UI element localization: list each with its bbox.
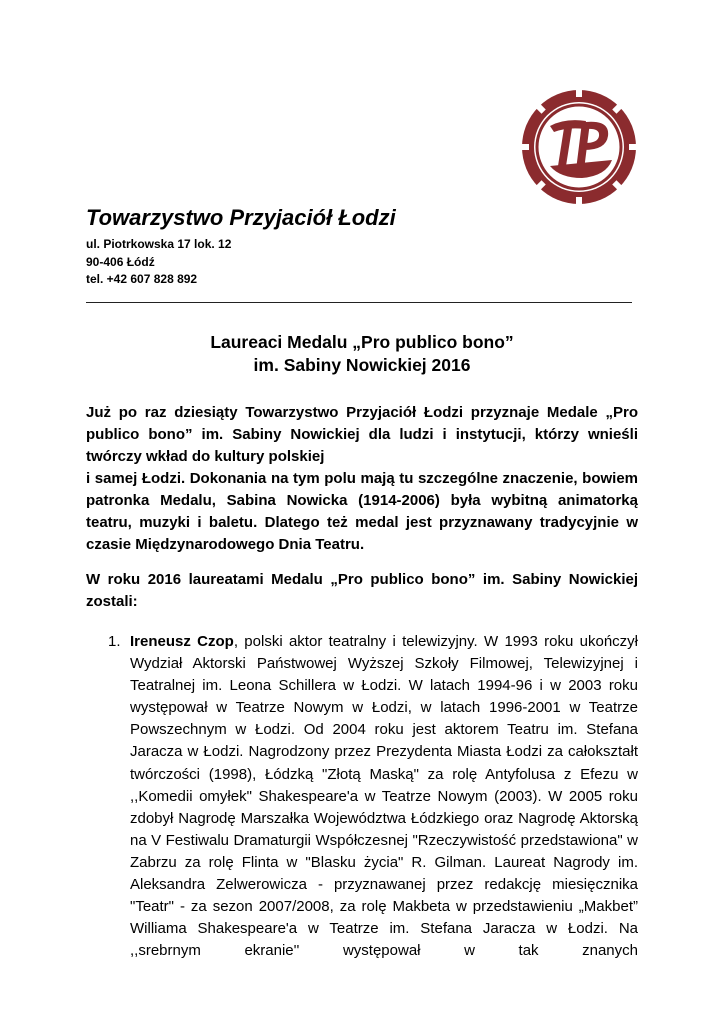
title-line-1: Laureaci Medalu „Pro publico bono” bbox=[210, 332, 514, 352]
laureates-intro: W roku 2016 laureatami Medalu „Pro publico bono” im. Sabiny Nowickiej zostali: bbox=[86, 571, 638, 610]
intro-paragraph-2: i samej Łodzi. Dokonania na tym polu mają tu szczególne znaczenie, bowiem patronka Medalu, Sabina Nowicka (1914-2006) była wybitną animatorką teatru, muzyki i baletu. Dlatego też medal jest przyznawany tradycyjnie w czasie Międzynarodowego Dnia Teatru. bbox=[86, 470, 638, 553]
organization-name: Towarzystwo Przyjaciół Łodzi bbox=[86, 205, 396, 230]
tpl-logo bbox=[520, 88, 638, 206]
laureate-name: Ireneusz Czop bbox=[130, 633, 234, 650]
document-title bbox=[86, 331, 638, 377]
intro-paragraph-1: Już po raz dziesiąty Towarzystwo Przyjaciół Łodzi przyznaje Medale „Pro publico bono” im. Sabiny Nowickiej dla ludzi i instytucji, którzy wnieśli twórczy wkład do kultury polskiej bbox=[86, 404, 638, 465]
laureate-bio: , polski aktor teatralny i telewizyjny. W 1993 roku ukończył Wydział Aktorski Państwowej Wyższej Szkoły Filmowej, Telewizyjnej i Teatralnej im. Leona Schillera w Łodzi. W latach 1994-96 i w 2003 roku występował w Teatrze Nowym w Łodzi, w latach 1996-2001 w Teatrze Powszechnym w Łodzi. Od 2004 roku jest aktorem Teatru im. Stefana Jaracza w Łodzi. Nagrodzony przez Prezydenta Miasta Łodzi za całokształt twórczości (1998), Łódzką "Złotą Maską" za rolę Antyfolusa z Efezu w ,,Komedii omyłek" Shakespeare'a w Teatrze Nowym (2003). W 2005 roku zdobył Nagrodę Marszałka Województwa Łódzkiego oraz Nagrodę Aktorską na V Festiwalu Dramaturgii Współczesnej "Rzeczywistość przedstawiona" w Zabrzu za rolę Flinta w "Blasku życia" R. Gilman. Laureat Nagrody im. Aleksandra Zelwerowicza - przyznawanej przez redakcję miesięcznika "Teatr" - za sezon 2007/2008, za rolę Makbeta w przedstawieniu „Makbet” Williama Shakespeare'a w Teatrze im. Stefana Jaracza w Łodzi. Na ,,srebrnym ekranie'' występował w tak znanych bbox=[130, 633, 638, 960]
laureates-list bbox=[108, 631, 638, 962]
address-street: ul. Piotrkowska 17 lok. 12 bbox=[86, 237, 232, 251]
intro-section bbox=[86, 402, 638, 556]
organization-address bbox=[86, 236, 231, 289]
list-item-number: 1. bbox=[108, 633, 121, 650]
address-postal-city: 90-406 Łódź bbox=[86, 254, 155, 269]
title-line-2: im. Sabiny Nowickiej 2016 bbox=[253, 355, 471, 375]
tpl-logo-emblem bbox=[520, 88, 638, 206]
list-item bbox=[108, 631, 638, 962]
phone-number: tel. +42 607 828 892 bbox=[86, 272, 198, 286]
laureate-description bbox=[130, 631, 638, 962]
header-divider bbox=[86, 302, 632, 303]
